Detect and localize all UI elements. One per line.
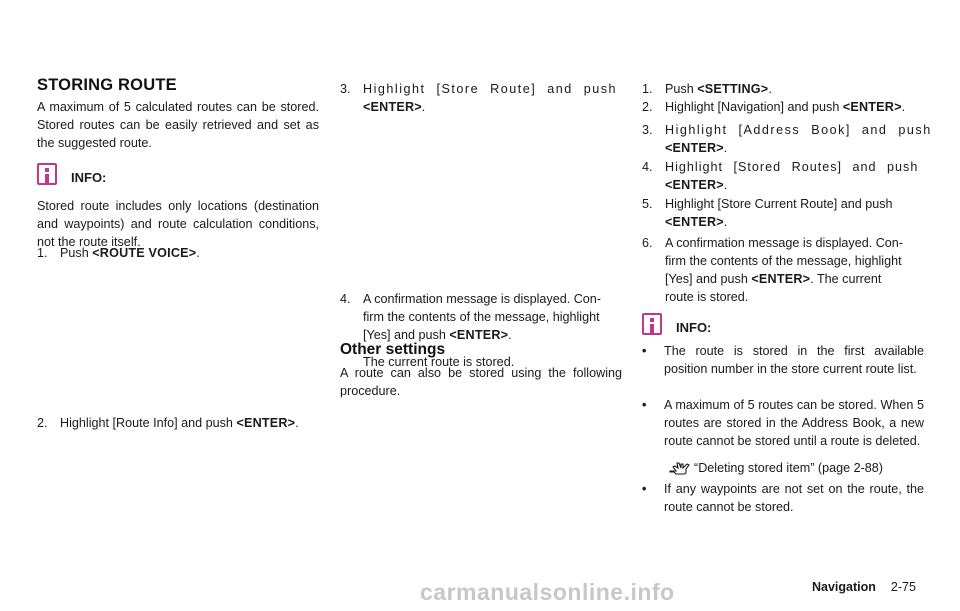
step-text: A confirmation message is displayed. Con-	[363, 292, 601, 306]
step-text: Highlight [Navigation] and push	[665, 100, 843, 114]
right-step-1	[642, 80, 924, 98]
bullet-text: The route is stored in the first available position number in the store current route list.	[664, 344, 924, 376]
intro-paragraph: A maximum of 5 calculated routes can be stored. Stored routes can be easily retrieved and set as the suggested route.	[37, 100, 319, 150]
right-info-block	[642, 313, 924, 337]
bullet-text: A maximum of 5 routes can be stored. When 5 routes are stored in the Address Book, a new route cannot be stored until a route is deleted.	[664, 398, 924, 448]
step-number: 4.	[642, 160, 653, 174]
step-text: route is stored.	[665, 290, 749, 304]
step-number: 3.	[642, 123, 653, 137]
step-text: . The current	[810, 272, 882, 286]
step-end: .	[723, 215, 728, 229]
step-end: .	[196, 246, 200, 260]
info-paragraph: Stored route includes only locations (destination and waypoints) and route calculation conditions, not the route itself.	[37, 199, 319, 249]
page-reference[interactable]	[668, 459, 928, 477]
step-number: 2.	[37, 416, 48, 430]
button-key-label: <SETTING>	[697, 82, 769, 96]
info-label: INFO:	[71, 170, 107, 185]
bullet-item	[642, 396, 924, 468]
button-key-label: <ROUTE VOICE>	[92, 246, 197, 260]
step-text: [Yes] and push	[363, 328, 450, 342]
step-text: firm the contents of the message, highlight	[363, 310, 600, 324]
step-text: Highlight [Address Book] and push	[665, 123, 932, 137]
bullet-item	[642, 480, 924, 516]
step-3	[340, 80, 622, 116]
step-text: [Yes] and push	[665, 272, 752, 286]
bullet-marker: •	[642, 398, 647, 412]
button-key-label: <ENTER>	[665, 141, 724, 155]
step-1	[37, 244, 319, 262]
step-text: Push	[665, 82, 698, 96]
step-text: Push	[60, 246, 93, 260]
section-heading: STORING ROUTE	[37, 76, 177, 94]
right-step-6	[642, 234, 924, 306]
step-number: 6.	[642, 236, 653, 250]
subsection-heading: Other settings	[340, 341, 446, 358]
step-number: 4.	[340, 292, 351, 306]
right-step-4	[642, 158, 924, 194]
bullet-marker: •	[642, 344, 647, 358]
step-text: Highlight [Route Info] and push	[60, 416, 237, 430]
right-step-2	[642, 98, 932, 116]
bullet-marker: •	[642, 482, 647, 496]
info-icon	[642, 313, 662, 335]
step-text: firm the contents of the message, highlight	[665, 254, 902, 268]
other-paragraph: A route can also be stored using the following procedure.	[340, 366, 622, 398]
step-text: Highlight [Store Current Route] and push	[665, 197, 893, 211]
info-block	[37, 163, 319, 187]
page-footer	[812, 578, 916, 596]
step-end: .	[295, 416, 299, 430]
button-key-label: <ENTER>	[751, 272, 811, 286]
step-number: 3.	[340, 82, 351, 96]
button-key-label: <ENTER>	[665, 215, 724, 229]
step-text: Highlight [Stored Routes] and push	[665, 160, 919, 174]
step-end: .	[768, 82, 772, 96]
step-text: Highlight [Store Route] and push	[363, 82, 618, 96]
step-number: 5.	[642, 197, 653, 211]
step-end: .	[901, 100, 906, 114]
step-end: .	[421, 100, 426, 114]
button-key-label: <ENTER>	[842, 100, 902, 114]
right-step-5	[642, 195, 924, 231]
step-end: .	[723, 141, 728, 155]
step-number: 1.	[642, 82, 653, 96]
step-note: The current route is stored.	[363, 355, 515, 369]
step-end: .	[723, 178, 728, 192]
button-key-label: <ENTER>	[665, 178, 724, 192]
step-2	[37, 414, 327, 432]
button-key-label: <ENTER>	[236, 416, 296, 430]
bullet-text: If any waypoints are not set on the route, the route cannot be stored.	[664, 482, 924, 514]
step-text: A confirmation message is displayed. Con-	[665, 236, 903, 250]
pointing-hand-icon	[668, 461, 690, 475]
info-label: INFO:	[676, 320, 712, 335]
step-end: .	[508, 328, 512, 342]
footer-section-title: Navigation	[812, 580, 876, 594]
right-step-3	[642, 121, 932, 157]
step-number: 1.	[37, 246, 48, 260]
page-number: 2-75	[890, 580, 916, 594]
step-number: 2.	[642, 100, 653, 114]
info-icon	[37, 163, 57, 185]
watermark: carmanualsonline.info	[420, 579, 675, 605]
button-key-label: <ENTER>	[449, 328, 509, 342]
reference-text: “Deleting stored item” (page 2-88)	[694, 461, 883, 475]
button-key-label: <ENTER>	[363, 100, 422, 114]
bullet-item	[642, 342, 924, 396]
